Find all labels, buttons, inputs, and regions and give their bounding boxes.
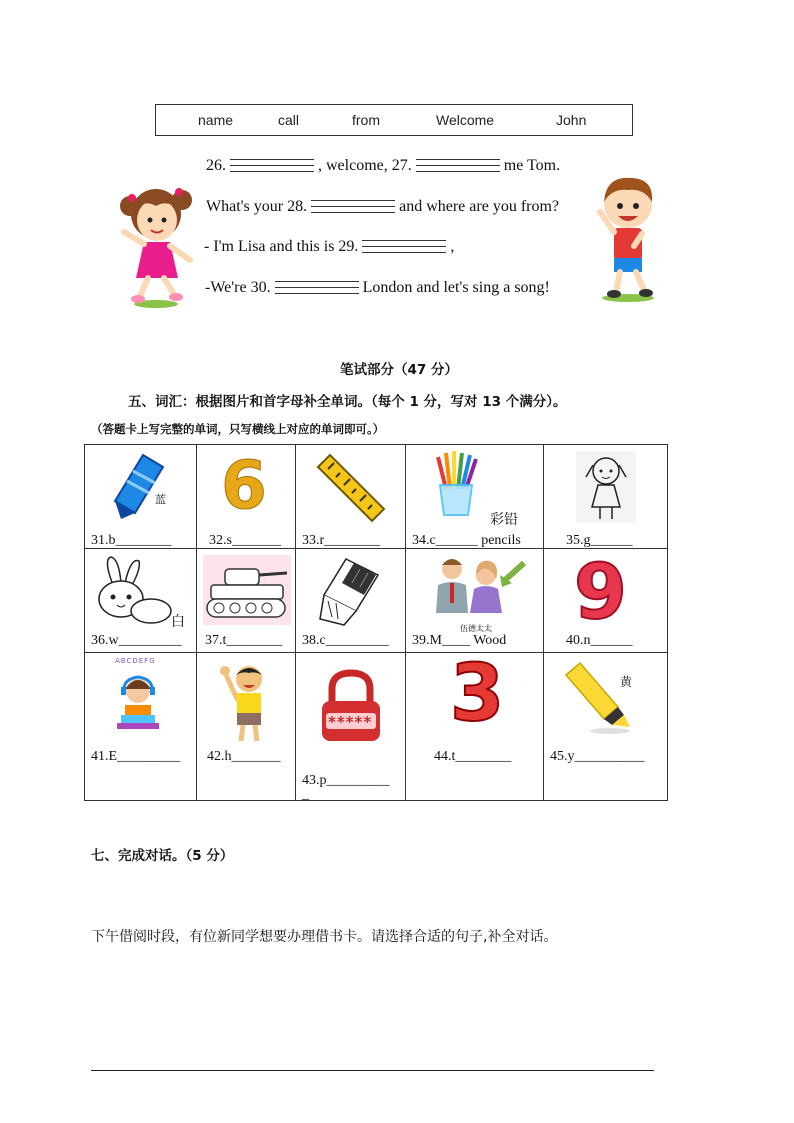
dialogue-text: and where are you from? <box>399 198 560 215</box>
mrs-wood-icon <box>424 553 528 627</box>
vocab-cell-35 <box>544 445 668 549</box>
question-45-label: 45.y__________ <box>550 749 645 764</box>
section-5-note: （答题卡上写完整的单词，只写横线上对应的单词即可。） <box>91 422 385 436</box>
table-row <box>85 549 668 653</box>
rabbit-icon <box>93 555 173 627</box>
vocab-cell-37 <box>197 549 296 653</box>
word-bank-item: Welcome <box>436 112 495 128</box>
number-six-icon: 6 <box>221 447 267 524</box>
question-33-label: 33.r________ <box>302 533 381 548</box>
vocab-table <box>84 444 668 801</box>
dialogue-text: London and let's sing a song! <box>362 279 550 296</box>
hint-text: 白 <box>171 614 185 630</box>
word-bank-item: John <box>556 112 587 128</box>
question-44-label: 44.t________ <box>434 749 512 764</box>
question-37-label: 37.t________ <box>205 633 283 648</box>
highlighter-icon <box>560 659 634 735</box>
vocab-cell-42 <box>197 653 296 801</box>
word-bank-box <box>155 104 633 136</box>
vocab-cell-32 <box>197 445 296 549</box>
question-41-label: 41.E_________ <box>91 749 181 764</box>
written-part-title: 笔试部分（47 分） <box>340 362 458 378</box>
word-bank-item: from <box>352 112 380 128</box>
number-three-icon: 3 <box>450 649 505 739</box>
vocab-cell-38 <box>296 549 406 653</box>
vocab-cell-31 <box>85 445 197 549</box>
dialogue-line-4 <box>205 276 550 297</box>
english-study-icon <box>109 659 167 733</box>
dialogue-line-3 <box>204 235 454 256</box>
table-row <box>85 653 668 801</box>
word-bank-item: call <box>278 112 300 128</box>
dialogue-text: me Tom. <box>503 157 561 174</box>
vocab-cell-36 <box>85 549 197 653</box>
ruler-icon <box>314 453 388 523</box>
word-bank-item: name <box>198 112 234 128</box>
vocab-cell-34 <box>406 445 544 549</box>
dialogue-text: - I'm Lisa and this is 29. <box>204 238 359 255</box>
girl-illustration <box>116 178 202 310</box>
dialogue-text: , welcome, 27. <box>318 157 412 174</box>
question-36-label: 36.w_________ <box>91 633 182 648</box>
hint-text: 黄 <box>620 675 633 689</box>
password-stars: ***** <box>328 713 373 731</box>
answer-blank-26[interactable] <box>230 154 314 174</box>
question-40-label: 40.n______ <box>566 633 633 648</box>
number-nine-icon: 9 <box>574 547 627 636</box>
question-31-label: 31.b________ <box>91 533 172 548</box>
section-7-intro: 下午借阅时段，有位新同学想要办理借书卡。请选择合适的句子,补全对话。 <box>91 929 558 945</box>
question-34-label: 34.c______ pencils <box>412 533 521 548</box>
question-43-continuation: _ <box>302 787 309 802</box>
girl-icon <box>576 451 636 523</box>
dialogue-text: What's your 28. <box>206 198 308 215</box>
section-7-title: 七、完成对话。（5 分） <box>91 848 234 864</box>
alphabet-letters: ABCDEFG <box>115 657 156 665</box>
hint-text: 彩铅 <box>490 512 518 528</box>
dialogue-text: 26. <box>206 157 226 174</box>
question-38-label: 38.c_________ <box>302 633 389 648</box>
vocab-cell-43 <box>296 653 406 801</box>
vocab-cell-44 <box>406 649 544 801</box>
dialogue-text: -We're 30. <box>205 279 271 296</box>
dialogue-line-2 <box>206 195 559 216</box>
padlock-icon <box>318 669 384 743</box>
waving-boy-icon <box>217 657 275 745</box>
vocab-cell-33 <box>296 445 406 549</box>
question-32-label: 32.s_______ <box>209 533 281 548</box>
question-35-label: 35.g______ <box>566 533 633 548</box>
answer-blank-27[interactable] <box>416 154 500 174</box>
answer-blank-29[interactable] <box>362 235 446 255</box>
vocab-cell-41 <box>85 653 197 801</box>
tank-icon <box>203 555 291 625</box>
hint-text: 伍德太太 <box>460 624 492 633</box>
vocab-cell-45 <box>544 653 668 801</box>
boy-illustration <box>594 172 662 304</box>
hint-text: 蓝 <box>155 493 166 506</box>
crayon-icon <box>105 451 175 521</box>
table-row <box>85 445 668 549</box>
answer-blank-28[interactable] <box>311 195 395 215</box>
pencil-cup-icon <box>432 449 480 519</box>
chocolate-icon <box>316 555 386 627</box>
vocab-cell-39 <box>406 549 544 653</box>
answer-blank-30[interactable] <box>275 276 359 296</box>
question-42-label: 42.h_______ <box>207 749 281 764</box>
answer-line <box>91 1070 654 1071</box>
question-43-label: 43.p_________ <box>302 773 390 788</box>
question-39-label: 39.M____ Wood <box>412 633 507 648</box>
dialogue-line-1 <box>206 154 560 175</box>
dialogue-text: , <box>450 238 455 255</box>
vocab-cell-40 <box>544 549 668 653</box>
section-5-title: 五、词汇：根据图片和首字母补全单词。（每个 1 分，写对 13 个满分）。 <box>128 394 567 410</box>
